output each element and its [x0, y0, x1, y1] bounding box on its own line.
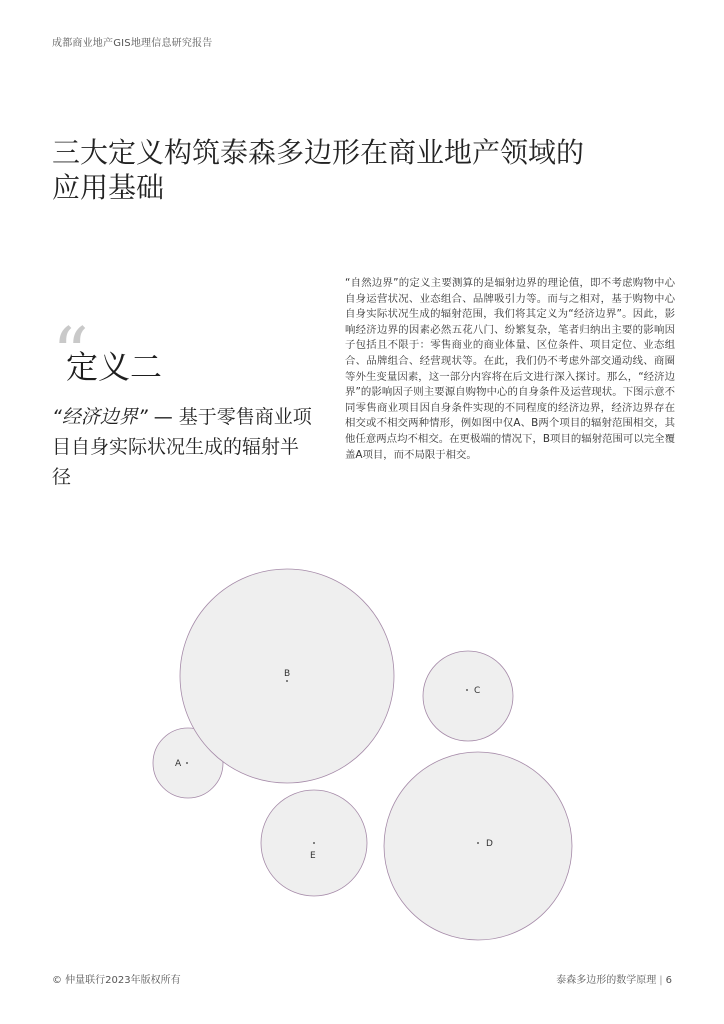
- page-number: 6: [665, 975, 672, 986]
- circle-c-center: [466, 689, 468, 691]
- circle-e-label: E: [310, 851, 316, 861]
- circle-a-center: [186, 762, 188, 764]
- circle-d-label: D: [486, 839, 493, 849]
- definition-heading: 定义二: [66, 348, 163, 386]
- circle-b-center: [286, 680, 288, 682]
- report-header: 成都商业地产GIS地理信息研究报告: [52, 38, 213, 49]
- circle-d-center: [477, 842, 479, 844]
- circle-e-center: [313, 842, 315, 844]
- circle-c: [423, 651, 513, 741]
- footer-copyright: © 仲量联行2023年版权所有: [52, 975, 181, 986]
- definition-dash: —: [147, 406, 179, 428]
- definition-subtitle: [52, 402, 312, 492]
- circle-a-label: A: [175, 759, 182, 769]
- page-title-line-2: 应用基础: [52, 171, 165, 204]
- circle-c-label: C: [474, 686, 481, 696]
- footer-separator: |: [659, 975, 663, 986]
- footer-page-info: [556, 971, 672, 986]
- body-paragraph: “自然边界”的定义主要测算的是辐射边界的理论值，即不考虑购物中心自身运营状况、业态组合、品牌吸引力等。而与之相对，基于购物中心自身实际状况生成的辐射范围，我们将其定义为“经济边界”。因此，影响经济边界的因素必然五花八门、纷繁复杂，笔者归纳出主要的影响因子包括且不限于：零售商业的商业体量、区位条件、项目定位、业态组合、品牌组合、经营现状等。在此，我们仍不考虑外部交通动线、商圈等外生变量因素，这一部分内容将在后文进行深入探讨。那么，“经济边界”的影响因子则主要源自购物中心的自身条件及运营现状。下图示意不同零售商业项目因自身条件实现的不同程度的经济边界，经济边界存在相交或不相交两种情形，例如图中仅A、B两个项目的辐射范围相交，其他任意两点均不相交。在更极端的情况下，B项目的辐射范围可以完全覆盖A项目，而不局限于相交。: [345, 277, 675, 461]
- page-title: [52, 135, 672, 205]
- page-title-line-1: 三大定义构筑泰森多边形在商业地产领域的: [52, 136, 585, 169]
- definition-term: “经济边界”: [52, 406, 148, 428]
- definition-description: 基于零售商业项目自身实际状况生成的辐射半径: [52, 406, 312, 488]
- quote-mark-icon: “: [52, 312, 89, 396]
- circle-d: [384, 752, 572, 940]
- footer-section: 泰森多边形的数学原理: [556, 975, 657, 986]
- economic-boundary-diagram: [0, 560, 724, 960]
- circle-b-label: B: [284, 669, 291, 679]
